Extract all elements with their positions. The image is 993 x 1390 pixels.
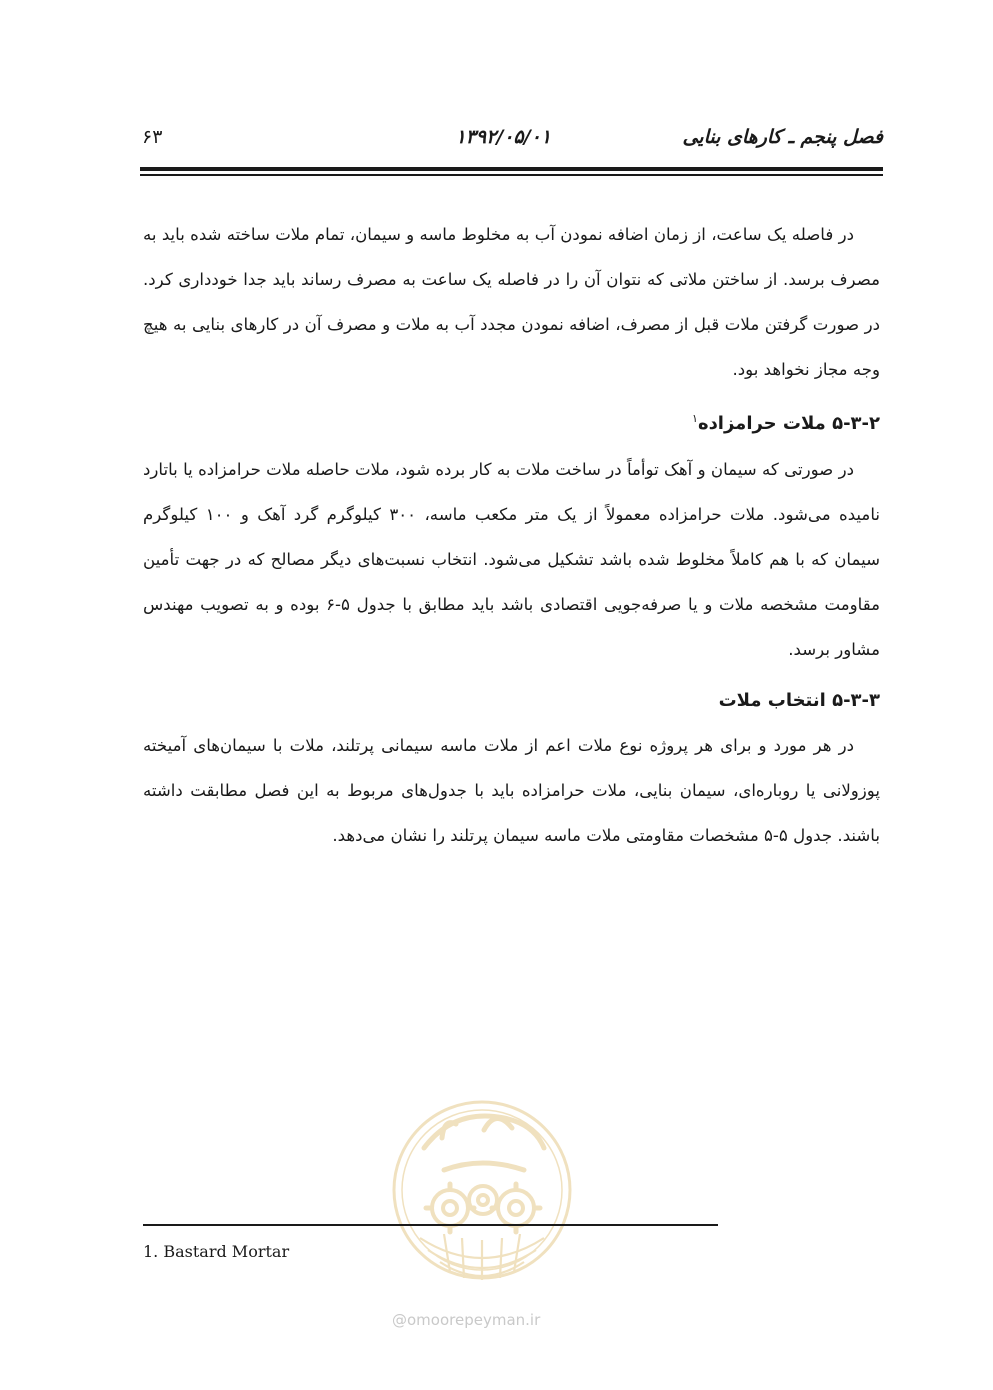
- footnote-ref: ۱: [692, 412, 698, 425]
- section-heading-bastard-mortar: [143, 399, 880, 444]
- watermark-caption: @omoorepeyman.ir: [392, 1311, 541, 1329]
- paragraph-mortar-selection: در هر مورد و برای هر پروژه نوع ملات اعم از ملات ماسه سیمانی پرتلند، ملات با سیمان‌های آمیخته پوزولانی یا روباره‌ای، سیمان بنایی، ملات حرامزاده باید با جدول‌های مربوط به این فصل مطابقت داشته باشند. جدول ۵-۵ مشخصات مقاومتی ملات ماسه سیمان پرتلند را نشان می‌دهد.: [143, 736, 880, 845]
- page-body: [143, 212, 880, 858]
- footnote-rule: [143, 1224, 718, 1226]
- page-number: ۶۳: [142, 126, 163, 148]
- header-rule-thick: [140, 167, 883, 171]
- footnote: 1. Bastard Mortar: [143, 1242, 290, 1261]
- page-header: [140, 126, 883, 162]
- section-heading-mortar-selection: ۵-۳-۳ انتخاب ملات: [718, 690, 880, 711]
- header-date: ۱۳۹۲/۰۵/۰۱: [455, 126, 551, 148]
- header-rule-thin: [140, 174, 883, 176]
- paragraph-bastard-mortar: در صورتی که سیمان و آهک توأماً در ساخت ملات به کار برده شود، ملات حاصله ملات حرامزاده یا باتارد نامیده می‌شود. ملات حرامزاده معمولاً از یک متر مکعب ماسه، ۳۰۰ کیلوگرم گرد آهک و ۱۰۰ کیلوگرم سیمان که با هم کاملاً مخلوط شده باشد تشکیل می‌شود. انتخاب نسبت‌های دیگر مصالح که در جهت تأمین مقاومت مشخصه ملات و یا صرفه‌جویی اقتصادی باشد باید مطابق با جدول ۵-۶ بوده و به تصویب مهندس مشاور برسد.: [143, 460, 880, 659]
- watermark-logo: [384, 1078, 580, 1308]
- chapter-title: فصل پنجم ـ کارهای بنایی: [682, 126, 883, 148]
- paragraph-mortar-usage-time: در فاصله یک ساعت، از زمان اضافه نمودن آب به مخلوط ماسه و سیمان، تمام ملات ساخته شده باید به مصرف برسد. از ساختن ملاتی که نتوان آن را در فاصله یک ساعت به مصرف رساند باید جدا خودداری کرد. در صورت گرفتن ملات قبل از مصرف، اضافه نمودن مجدد آب به ملات و مصرف آن در کارهای بنایی به هیچ وجه مجاز نخواهد بود.: [143, 225, 880, 379]
- section-heading-text: ۵-۳-۲ ملات حرامزاده: [697, 413, 880, 434]
